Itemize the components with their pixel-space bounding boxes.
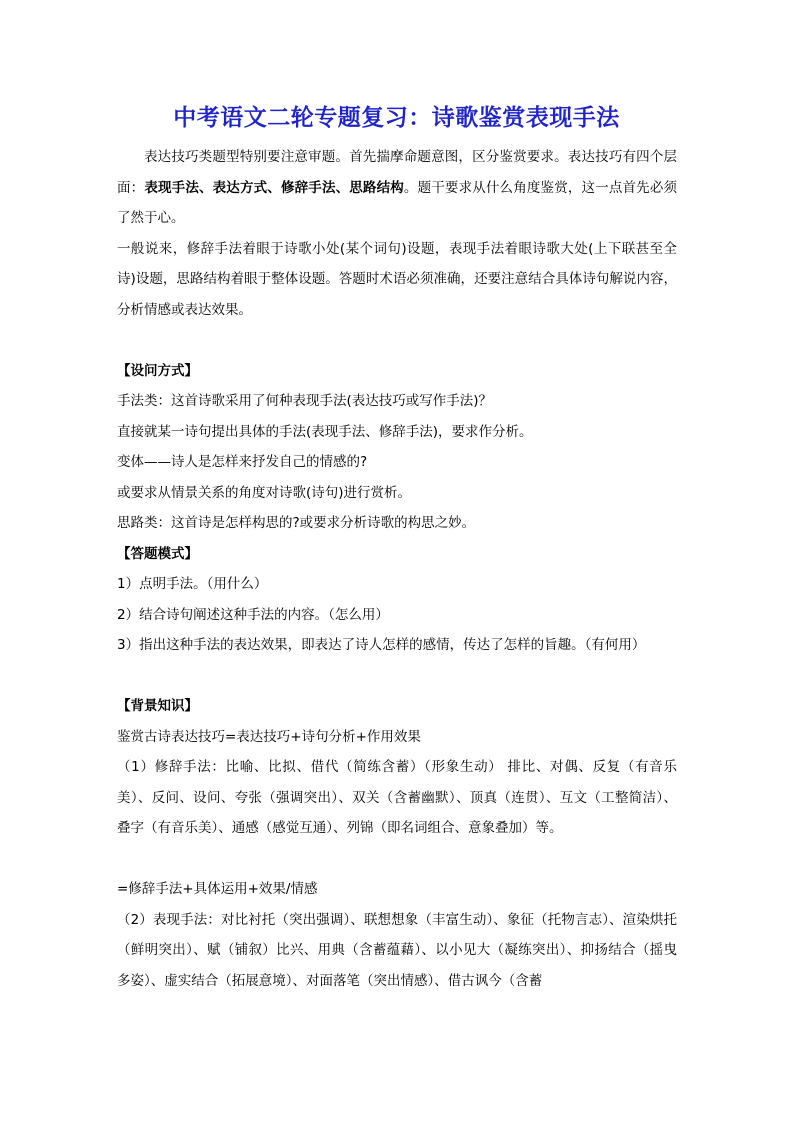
background-formula: 鉴赏古诗表达技巧=表达技巧+诗句分析+作用效果 xyxy=(117,728,421,745)
question-form-line: 或要求从情景关系的角度对诗歌(诗句)进行赏析。 xyxy=(117,484,412,501)
section-heading-answer-model: 【答题模式】 xyxy=(117,545,198,562)
intro-text-start: 表达技巧类题型特别要注意审题。首先揣摩命题意图，区分鉴赏要求。表达技巧有四个层面： xyxy=(117,149,677,196)
answer-model-line: 2）结合诗句阐述这种手法的内容。（怎么用） xyxy=(117,606,389,623)
question-form-line: 直接就某一诗句提出具体的手法(表现手法、修辞手法)，要求作分析。 xyxy=(117,423,533,440)
question-form-line: 手法类：这首诗歌采用了何种表现手法(表达技巧或写作手法)？ xyxy=(117,393,493,409)
answer-model-line: 1）点明手法。（用什么） xyxy=(117,576,268,592)
intro-bold-levels: 表现手法、表达方式、修辞手法、思路结构 xyxy=(144,179,404,196)
page-title: 中考语文二轮专题复习：诗歌鉴赏表现手法 xyxy=(173,105,620,131)
section-heading-background: 【背景知识】 xyxy=(117,698,198,714)
intro-paragraph xyxy=(117,142,677,234)
section-heading-question-forms: 【设问方式】 xyxy=(117,362,198,379)
question-form-line: 变体——诗人是怎样来抒发自己的情感的? xyxy=(117,454,368,470)
spacer xyxy=(117,661,677,692)
document-body xyxy=(117,142,677,996)
spacer xyxy=(117,325,677,356)
intro-paragraph-2: 一般说来，修辞手法着眼于诗歌小处(某个词句)设题，表现手法着眼诗歌大处(上下联甚至全诗)设题，思路结构着眼于整体设题。答题时术语必须准确，还要注意结合具体诗句解说内容，分析情感或表达效果。 xyxy=(117,240,677,318)
intro-text-end: 。题干要求从什么角度鉴赏，这一点首先必须了然于心。 xyxy=(117,179,678,226)
rhetoric-paragraph: （1）修辞手法：比喻、比拟、借代（简练含蓄）（形象生动） 排比、对偶、反复（有音乐美）、反问、设问、夸张（强调突出）、双关（含蓄幽默）、顶真（连贯）、互文（工整简洁）、叠字（有音乐美）、通感（感觉互通）、列锦（即名词组合、意象叠加）等。 xyxy=(117,759,677,836)
spacer xyxy=(117,844,677,875)
expression-paragraph: （2）表现手法：对比衬托（突出强调）、联想想象（丰富生动）、象征（托物言志）、渲染烘托（鲜明突出）、赋（铺叙）比兴、用典（含蓄蕴藉）、以小见大（凝练突出）、抑扬结合（摇曳多姿）、虚实结合（拓展意境）、对面落笔（突出情感）、借古讽今（含蓄 xyxy=(117,911,677,989)
answer-model-line: 3）指出这种手法的表达效果，即表达了诗人怎样的感情，传达了怎样的旨趣。（有何用） xyxy=(117,637,646,653)
question-form-line: 思路类：这首诗是怎样构思的?或要求分析诗歌的构思之妙。 xyxy=(117,515,476,531)
rhetoric-formula: =修辞手法+具体运用+效果/情感 xyxy=(117,881,318,897)
